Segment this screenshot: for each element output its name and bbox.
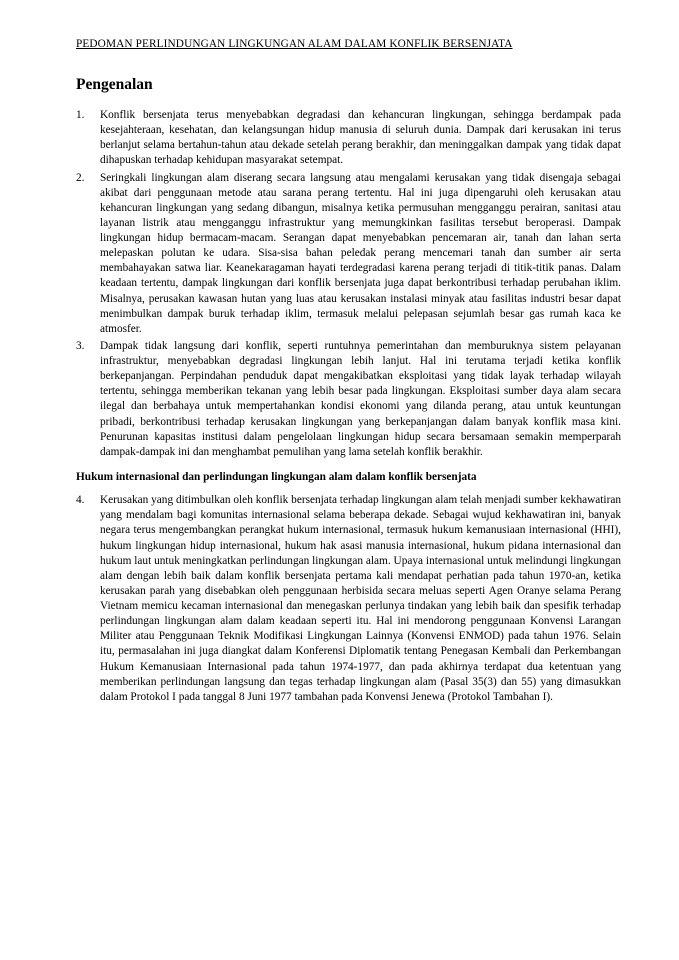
list-item-number: 1. bbox=[76, 109, 85, 121]
list-item bbox=[76, 108, 621, 169]
list-item-number: 2. bbox=[76, 171, 85, 184]
international-law-paragraph-list bbox=[76, 493, 621, 705]
document-header: PEDOMAN PERLINDUNGAN LINGKUNGAN ALAM DALAM KONFLIK BERSENJATA bbox=[76, 38, 513, 50]
list-item-text: Konflik bersenjata terus menyebabkan degradasi dan kehancuran lingkungan, sehingga berdampak pada kesejahteraan, kesehatan, dan kelangsungan hidup manusia di seluruh dunia. Dampak dari kerusakan ini terus berlanjut selama bertahun-tahun atau dekade setelah perang berakhir, dan meninggalkan dampak yang tidak dapat dihapuskan terhadap kehidupan masyarakat setempat. bbox=[100, 109, 621, 167]
list-item bbox=[76, 493, 621, 705]
list-item bbox=[76, 171, 621, 337]
list-item-number: 4. bbox=[76, 494, 85, 507]
page-title: Pengenalan bbox=[76, 76, 153, 93]
list-item-text: Seringkali lingkungan alam diserang secara langsung atau mengalami kerusakan yang tidak disengaja sebagai akibat dari penggunaan metode atau sarana perang tertentu. Hal ini juga dipengaruhi oleh kerusakan atau kehancuran lingkungan yang sedang dibangun, misalnya ketika permusuhan mengganggu perairan, sanitasi atau layanan listrik atau mengganggu infrastruktur yang memungkinkan fasilitas tersebut beroperasi. Dampak lingkungan hidup bermacam-macam. Serangan dapat menyebabkan pencemaran air, tanah dan lahan serta melepaskan polutan ke udara. Sisa-sisa bahan peledak perang mencemari tanah dan sumber air serta membahayakan satwa liar. Keanekaragaman hayati terdegradasi karena perang terjadi di titik-titik panas. Dalam keadaan tertentu, dampak lingkungan dari konflik bersenjata juga dapat berkontribusi terhadap perubahan iklim. Misalnya, perusakan kawasan hutan yang luas atau kerusakan instalasi minyak atau fasilitas industri besar dapat menimbulkan dampak buruk terhadap iklim, termasuk melalui pelepasan sejumlah besar gas rumah kaca ke atmosfer. bbox=[100, 171, 621, 335]
list-item-text: Dampak tidak langsung dari konflik, seperti runtuhnya pemerintahan dan memburuknya sistem pelayanan infrastruktur, menyebabkan degradasi lingkungan lebih lanjut. Hal ini terutama terjadi ketika konflik berkepanjangan. Perpindahan penduduk dapat mengakibatkan eksploitasi yang tidak layak terhadap wilayah tertentu, sehingga memberikan tekanan yang lebih besar pada lingkungan. Eksploitasi sumber daya alam secara ilegal dan berbahaya untuk mempertahankan kondisi ekonomi yang dilanda perang, atau untuk keuntungan pribadi, berkontribusi terhadap kerusakan lingkungan yang berkepanjangan dalam banyak konflik masa kini. Penurunan kapasitas institusi dalam pengelolaan lingkungan hidup secara bersamaan semakin memperparah dampak-dampak ini dan menghambat pemulihan yang lama setelah konflik berakhir. bbox=[100, 339, 621, 458]
list-item-number: 3. bbox=[76, 339, 85, 352]
intro-paragraph-list bbox=[76, 108, 621, 460]
list-item bbox=[76, 339, 621, 460]
sub-heading: Hukum internasional dan perlindungan lingkungan alam dalam konflik bersenjata bbox=[76, 470, 477, 483]
list-item-text: Kerusakan yang ditimbulkan oleh konflik bersenjata terhadap lingkungan alam telah menjadi sumber kekhawatiran yang mendalam bagi komunitas internasional selama beberapa dekade. Sebagai wujud kekhawatiran ini, banyak negara terus mengembangkan perangkat hukum internasional, termasuk hukum kemanusiaan internasional (HHI), hukum lingkungan hidup internasional, hukum hak asasi manusia internasional, hukum pidana internasional dan hukum laut untuk meningkatkan perlindungan lingkungan alam. Upaya internasional untuk melindungi lingkungan alam dengan lebih baik dalam konflik bersenjata pertama kali mendapat perhatian pada tahun 1970-an, ketika kerusakan parah yang disebabkan oleh penggunaan herbisida secara meluas seperti Agen Oranye selama Perang Vietnam memicu kecaman internasional dan menegaskan perlunya tindakan yang lebih baik dan spesifik terhadap perlindungan lingkungan alam dalam keadaan seperti itu. Hal ini mendorong penggunaan Konvensi Larangan Militer atau Penggunaan Teknik Modifikasi Lingkungan Lainnya (Konvensi ENMOD) pada tahun 1976. Selain itu, permasalahan ini juga diangkat dalam Konferensi Diplomatik tentang Penegasan Kembali dan Perkembangan Hukum Kemanusiaan Internasional pada tahun 1974-1977, dan pada akhirnya terdapat dua ketentuan yang memberikan perlindungan langsung dan tegas terhadap lingkungan alam (Pasal 35(3) dan 55) yang dimasukkan dalam Protokol I pada tanggal 8 Juni 1977 tambahan pada Konvensi Jenewa (Protokol Tambahan I). bbox=[100, 494, 621, 703]
